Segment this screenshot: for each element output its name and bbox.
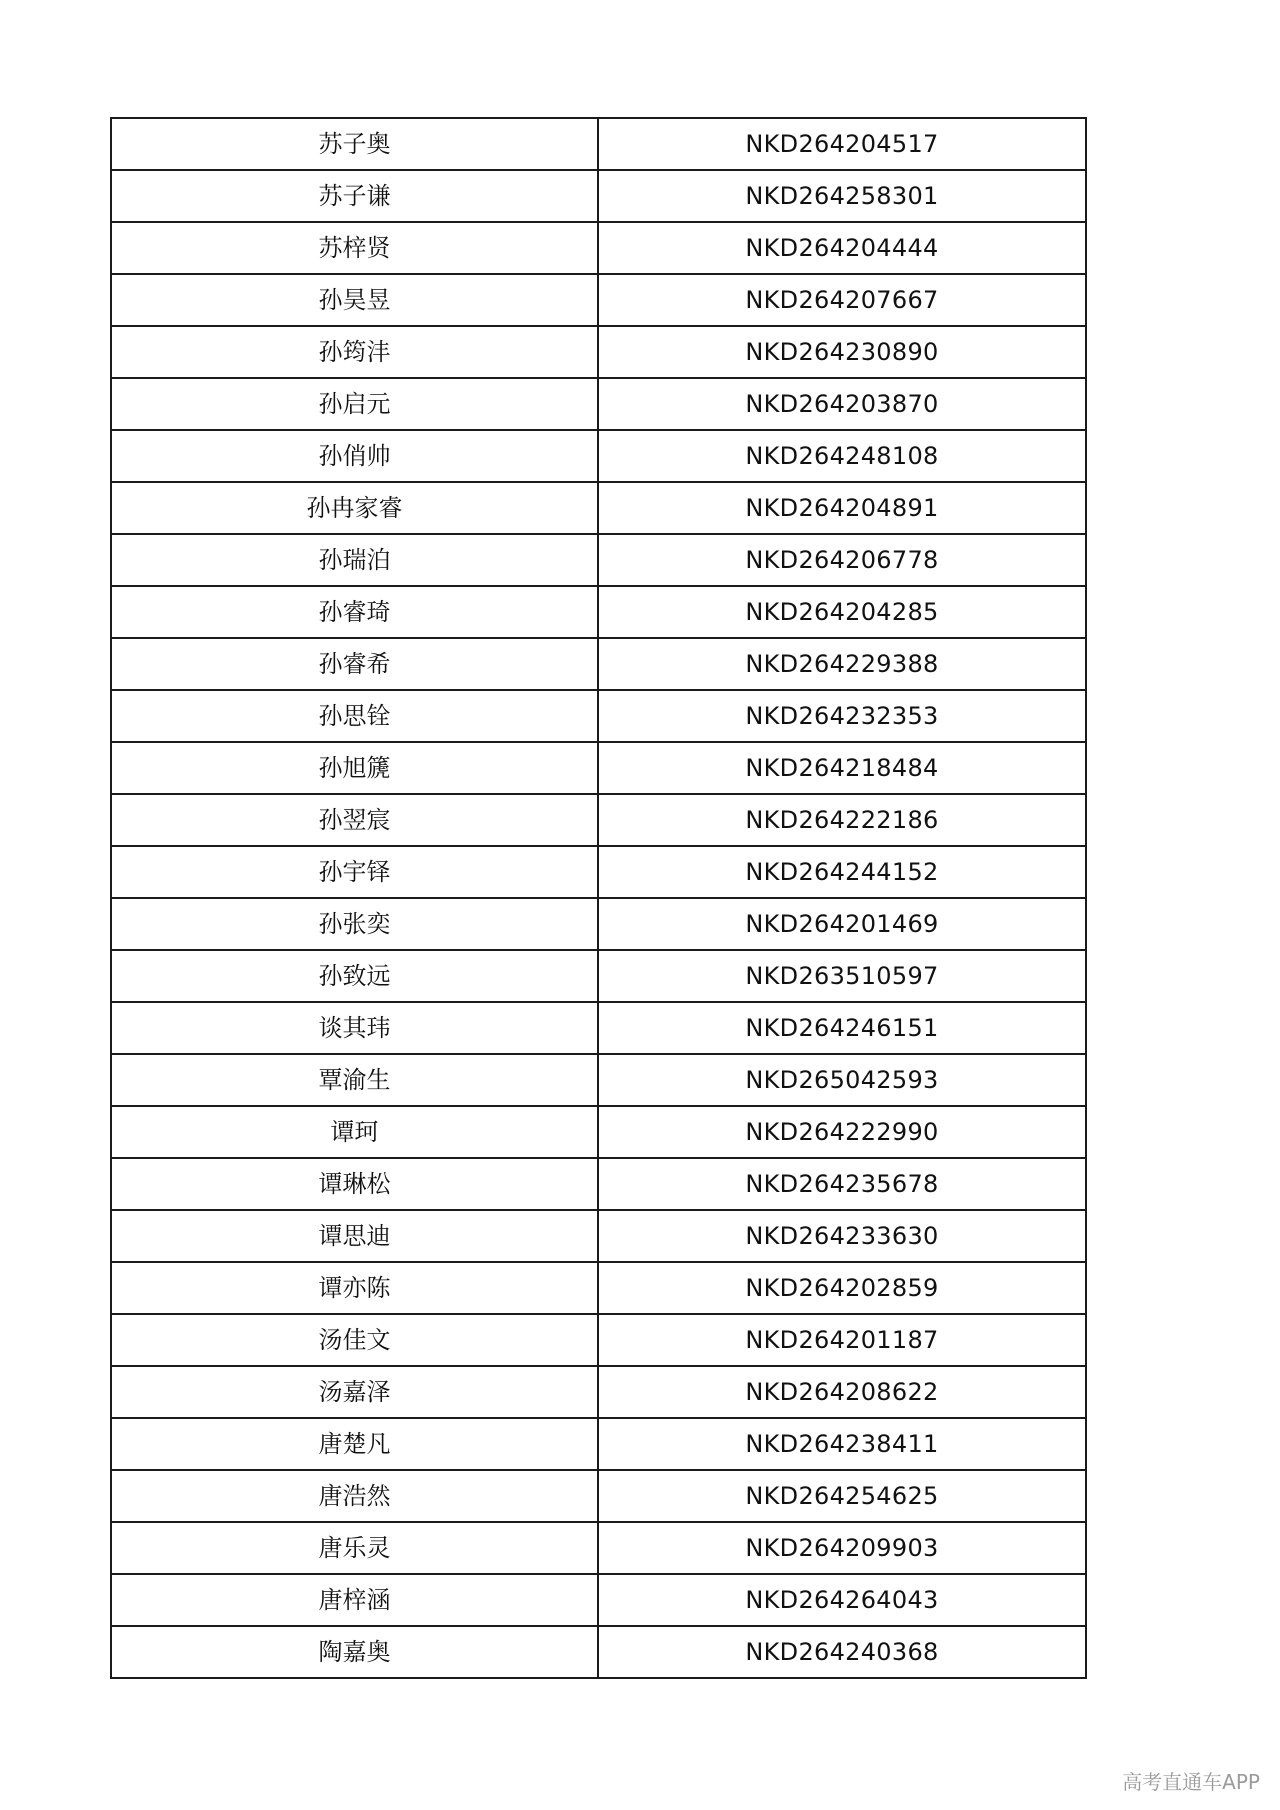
student-name-cell: 孙旭篪 [111,742,598,794]
student-name-cell: 苏子奥 [111,118,598,170]
registration-id-cell: NKD264248108 [598,430,1086,482]
table-row [111,1262,1086,1314]
student-name-cell: 孙启元 [111,378,598,430]
table-row [111,1366,1086,1418]
table-row [111,378,1086,430]
student-name-cell: 孙昊昱 [111,274,598,326]
registration-id-cell: NKD264264043 [598,1574,1086,1626]
registration-id-cell: NKD264222186 [598,794,1086,846]
table-row [111,950,1086,1002]
table-row [111,1210,1086,1262]
roster-table-body [111,118,1086,1678]
registration-id-cell: NKD264209903 [598,1522,1086,1574]
table-row [111,1626,1086,1678]
student-name-cell: 孙思铨 [111,690,598,742]
table-row [111,846,1086,898]
registration-id-cell: NKD264229388 [598,638,1086,690]
student-name-cell: 孙张奕 [111,898,598,950]
registration-id-cell: NKD264233630 [598,1210,1086,1262]
student-name-cell: 谭亦陈 [111,1262,598,1314]
registration-id-cell: NKD264203870 [598,378,1086,430]
student-name-cell: 孙睿希 [111,638,598,690]
registration-id-cell: NKD263510597 [598,950,1086,1002]
table-row [111,586,1086,638]
student-name-cell: 苏子谦 [111,170,598,222]
student-name-cell: 唐浩然 [111,1470,598,1522]
table-row [111,794,1086,846]
table-row [111,430,1086,482]
registration-id-cell: NKD265042593 [598,1054,1086,1106]
table-row [111,742,1086,794]
registration-id-cell: NKD264246151 [598,1002,1086,1054]
registration-id-cell: NKD264232353 [598,690,1086,742]
table-row [111,170,1086,222]
registration-id-cell: NKD264208622 [598,1366,1086,1418]
student-name-cell: 汤嘉泽 [111,1366,598,1418]
student-name-cell: 谭思迪 [111,1210,598,1262]
registration-id-cell: NKD264244152 [598,846,1086,898]
registration-id-cell: NKD264238411 [598,1418,1086,1470]
table-row [111,482,1086,534]
table-row [111,118,1086,170]
table-row [111,898,1086,950]
student-name-cell: 谭珂 [111,1106,598,1158]
student-name-cell: 谭琳松 [111,1158,598,1210]
watermark-text: 高考直通车APP [1122,1770,1260,1794]
registration-id-cell: NKD264201187 [598,1314,1086,1366]
registration-id-cell: NKD264254625 [598,1470,1086,1522]
student-name-cell: 孙俏帅 [111,430,598,482]
table-row [111,222,1086,274]
table-row [111,638,1086,690]
table-row [111,1470,1086,1522]
student-name-cell: 唐梓涵 [111,1574,598,1626]
student-name-cell: 孙冉家睿 [111,482,598,534]
student-name-cell: 覃渝生 [111,1054,598,1106]
registration-id-cell: NKD264202859 [598,1262,1086,1314]
table-row [111,1314,1086,1366]
table-row [111,534,1086,586]
student-name-cell: 孙筠沣 [111,326,598,378]
registration-id-cell: NKD264204891 [598,482,1086,534]
student-name-cell: 唐乐灵 [111,1522,598,1574]
table-row [111,1106,1086,1158]
student-name-cell: 孙瑞泊 [111,534,598,586]
student-name-cell: 孙睿琦 [111,586,598,638]
table-row [111,1054,1086,1106]
registration-id-cell: NKD264201469 [598,898,1086,950]
student-name-cell: 孙致远 [111,950,598,1002]
student-name-cell: 唐楚凡 [111,1418,598,1470]
table-row [111,1574,1086,1626]
registration-id-cell: NKD264230890 [598,326,1086,378]
registration-id-cell: NKD264204444 [598,222,1086,274]
registration-id-cell: NKD264204517 [598,118,1086,170]
table-row [111,1418,1086,1470]
registration-id-cell: NKD264218484 [598,742,1086,794]
registration-id-cell: NKD264204285 [598,586,1086,638]
table-row [111,326,1086,378]
student-name-cell: 谈其玮 [111,1002,598,1054]
registration-id-cell: NKD264240368 [598,1626,1086,1678]
student-name-cell: 孙宇铎 [111,846,598,898]
registration-id-cell: NKD264235678 [598,1158,1086,1210]
table-row [111,1002,1086,1054]
table-row [111,1522,1086,1574]
roster-table [110,117,1087,1679]
student-name-cell: 汤佳文 [111,1314,598,1366]
student-name-cell: 陶嘉奥 [111,1626,598,1678]
table-row [111,690,1086,742]
registration-id-cell: NKD264222990 [598,1106,1086,1158]
registration-id-cell: NKD264258301 [598,170,1086,222]
registration-id-cell: NKD264206778 [598,534,1086,586]
student-name-cell: 苏梓贤 [111,222,598,274]
table-row [111,274,1086,326]
student-name-cell: 孙翌宸 [111,794,598,846]
table-row [111,1158,1086,1210]
registration-id-cell: NKD264207667 [598,274,1086,326]
